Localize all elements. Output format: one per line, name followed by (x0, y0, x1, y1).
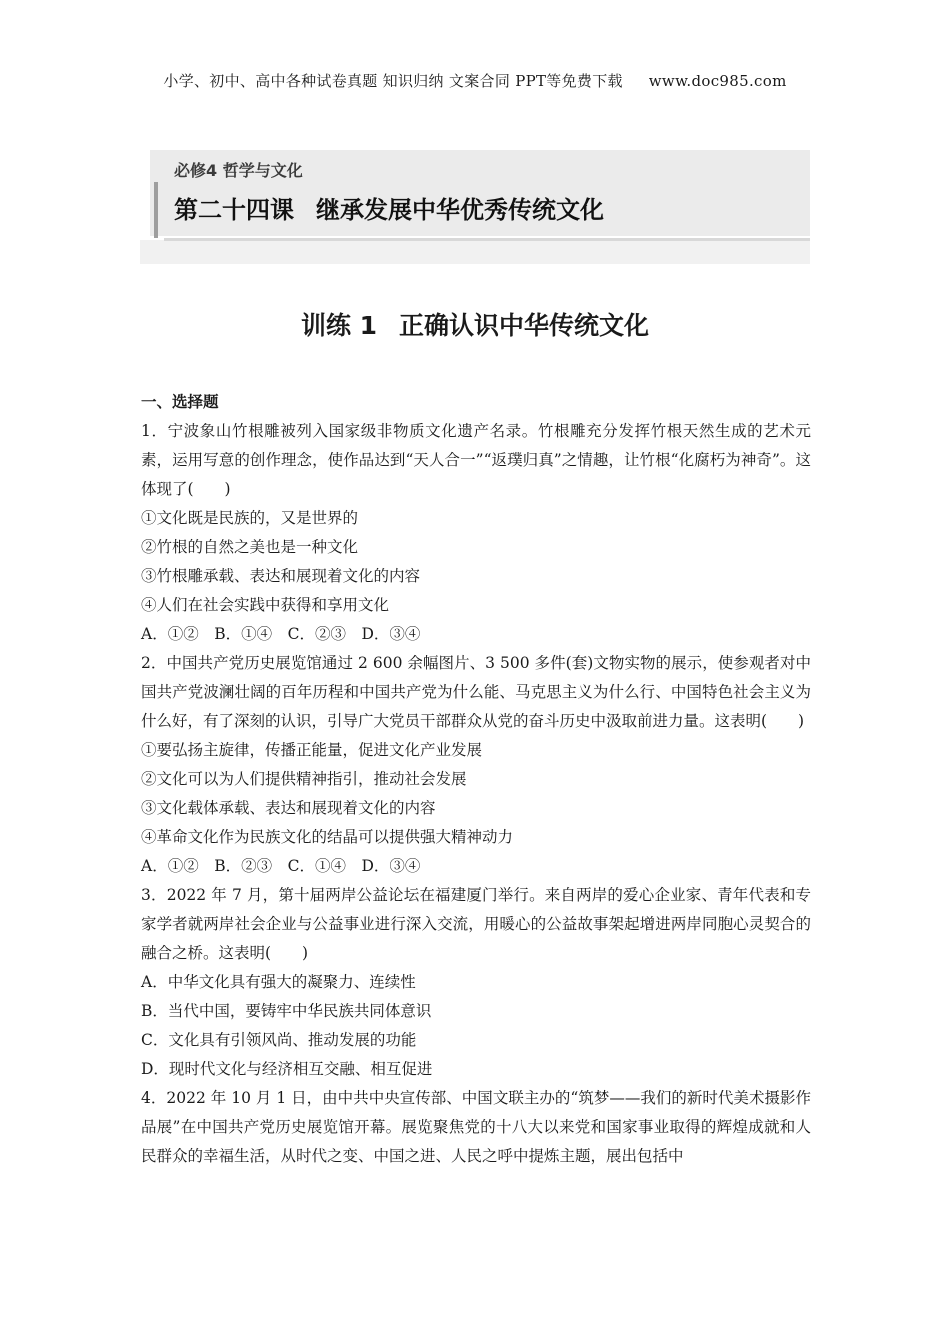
lesson-number: 第二十四课 (174, 196, 294, 224)
banner-text: 小学、初中、高中各种试卷真题 知识归纳 文案合同 PPT等免费下载 (163, 72, 623, 90)
statement-item: ③文化载体承载、表达和展现着文化的内容 (141, 799, 436, 817)
question-3 (141, 881, 811, 1084)
question-stem: 3．2022 年 7 月，第十届两岸公益论坛在福建厦门举行。来自两岸的爱心企业家、青年代表和专家学者就两岸社会企业与公益事业进行深入交流，用暖心的公益故事架起增进两岸同胞心灵契合的融合之桥。这表明( ) (141, 886, 811, 962)
lesson-name: 继承发展中华优秀传统文化 (316, 196, 604, 224)
answer-choices: A．①② B．②③ C．①④ D．③④ (141, 857, 421, 875)
training-number: 训练 1 (300, 311, 378, 340)
header-shadow (164, 238, 810, 241)
statement-item: ③竹根雕承载、表达和展现着文化的内容 (141, 567, 421, 585)
top-banner (0, 70, 950, 91)
statement-item: ①文化既是民族的，又是世界的 (141, 509, 359, 527)
question-stem: 4．2022 年 10 月 1 日，由中共中央宣传部、中国文联主办的“筑梦——我们的新时代美术摄影作品展”在中国共产党历史展览馆开幕。展览聚焦党的十八大以来党和国家事业取得的辉煌成就和人民群众的幸福生活，从时代之变、中国之进、人民之呼中提炼主题，展出包括中 (141, 1089, 811, 1165)
statement-item: ①要弘扬主旋律，传播正能量，促进文化产业发展 (141, 741, 483, 759)
banner-site[interactable]: www.doc985.com (648, 72, 787, 90)
answer-option: D．现时代文化与经济相互交融、相互促进 (141, 1060, 433, 1078)
question-4 (141, 1084, 811, 1171)
answer-option: B．当代中国，要铸牢中华民族共同体意识 (141, 1002, 432, 1020)
exercise-content (141, 388, 811, 1171)
statement-item: ②文化可以为人们提供精神指引，推动社会发展 (141, 770, 467, 788)
answer-choices: A．①② B．①④ C．②③ D．③④ (141, 625, 421, 643)
page-title (0, 306, 950, 342)
question-2 (141, 649, 811, 881)
training-name: 正确认识中华传统文化 (399, 311, 650, 340)
statement-item: ②竹根的自然之美也是一种文化 (141, 538, 359, 556)
question-1 (141, 417, 811, 649)
statement-item: ④人们在社会实践中获得和享用文化 (141, 596, 390, 614)
course-name: 必修4 哲学与文化 (174, 161, 303, 180)
header-accent-bar (154, 182, 158, 238)
statement-item: ④革命文化作为民族文化的结晶可以提供强大精神动力 (141, 828, 514, 846)
answer-option: A．中华文化具有强大的凝聚力、连续性 (141, 973, 416, 991)
section-title: 一、选择题 (141, 393, 219, 411)
question-stem: 2．中国共产党历史展览馆通过 2 600 余幅图片、3 500 多件(套)文物实物的展示，使参观者对中国共产党波澜壮阔的百年历程和中国共产党为什么能、马克思主义为什么行、中国特色社会主义为什么好，有了深刻的认识，引导广大党员干部群众从党的奋斗历史中汲取前进力量。这表明( ) (141, 654, 811, 730)
question-stem: 1．宁波象山竹根雕被列入国家级非物质文化遗产名录。竹根雕充分发挥竹根天然生成的艺术元素，运用写意的创作理念，使作品达到“天人合一”“返璞归真”之情趣，让竹根“化腐朽为神奇”。这体现了( ) (141, 422, 811, 498)
lesson-heading (174, 190, 604, 225)
course-header (140, 148, 810, 264)
answer-option: C．文化具有引领风尚、推动发展的功能 (141, 1031, 417, 1049)
